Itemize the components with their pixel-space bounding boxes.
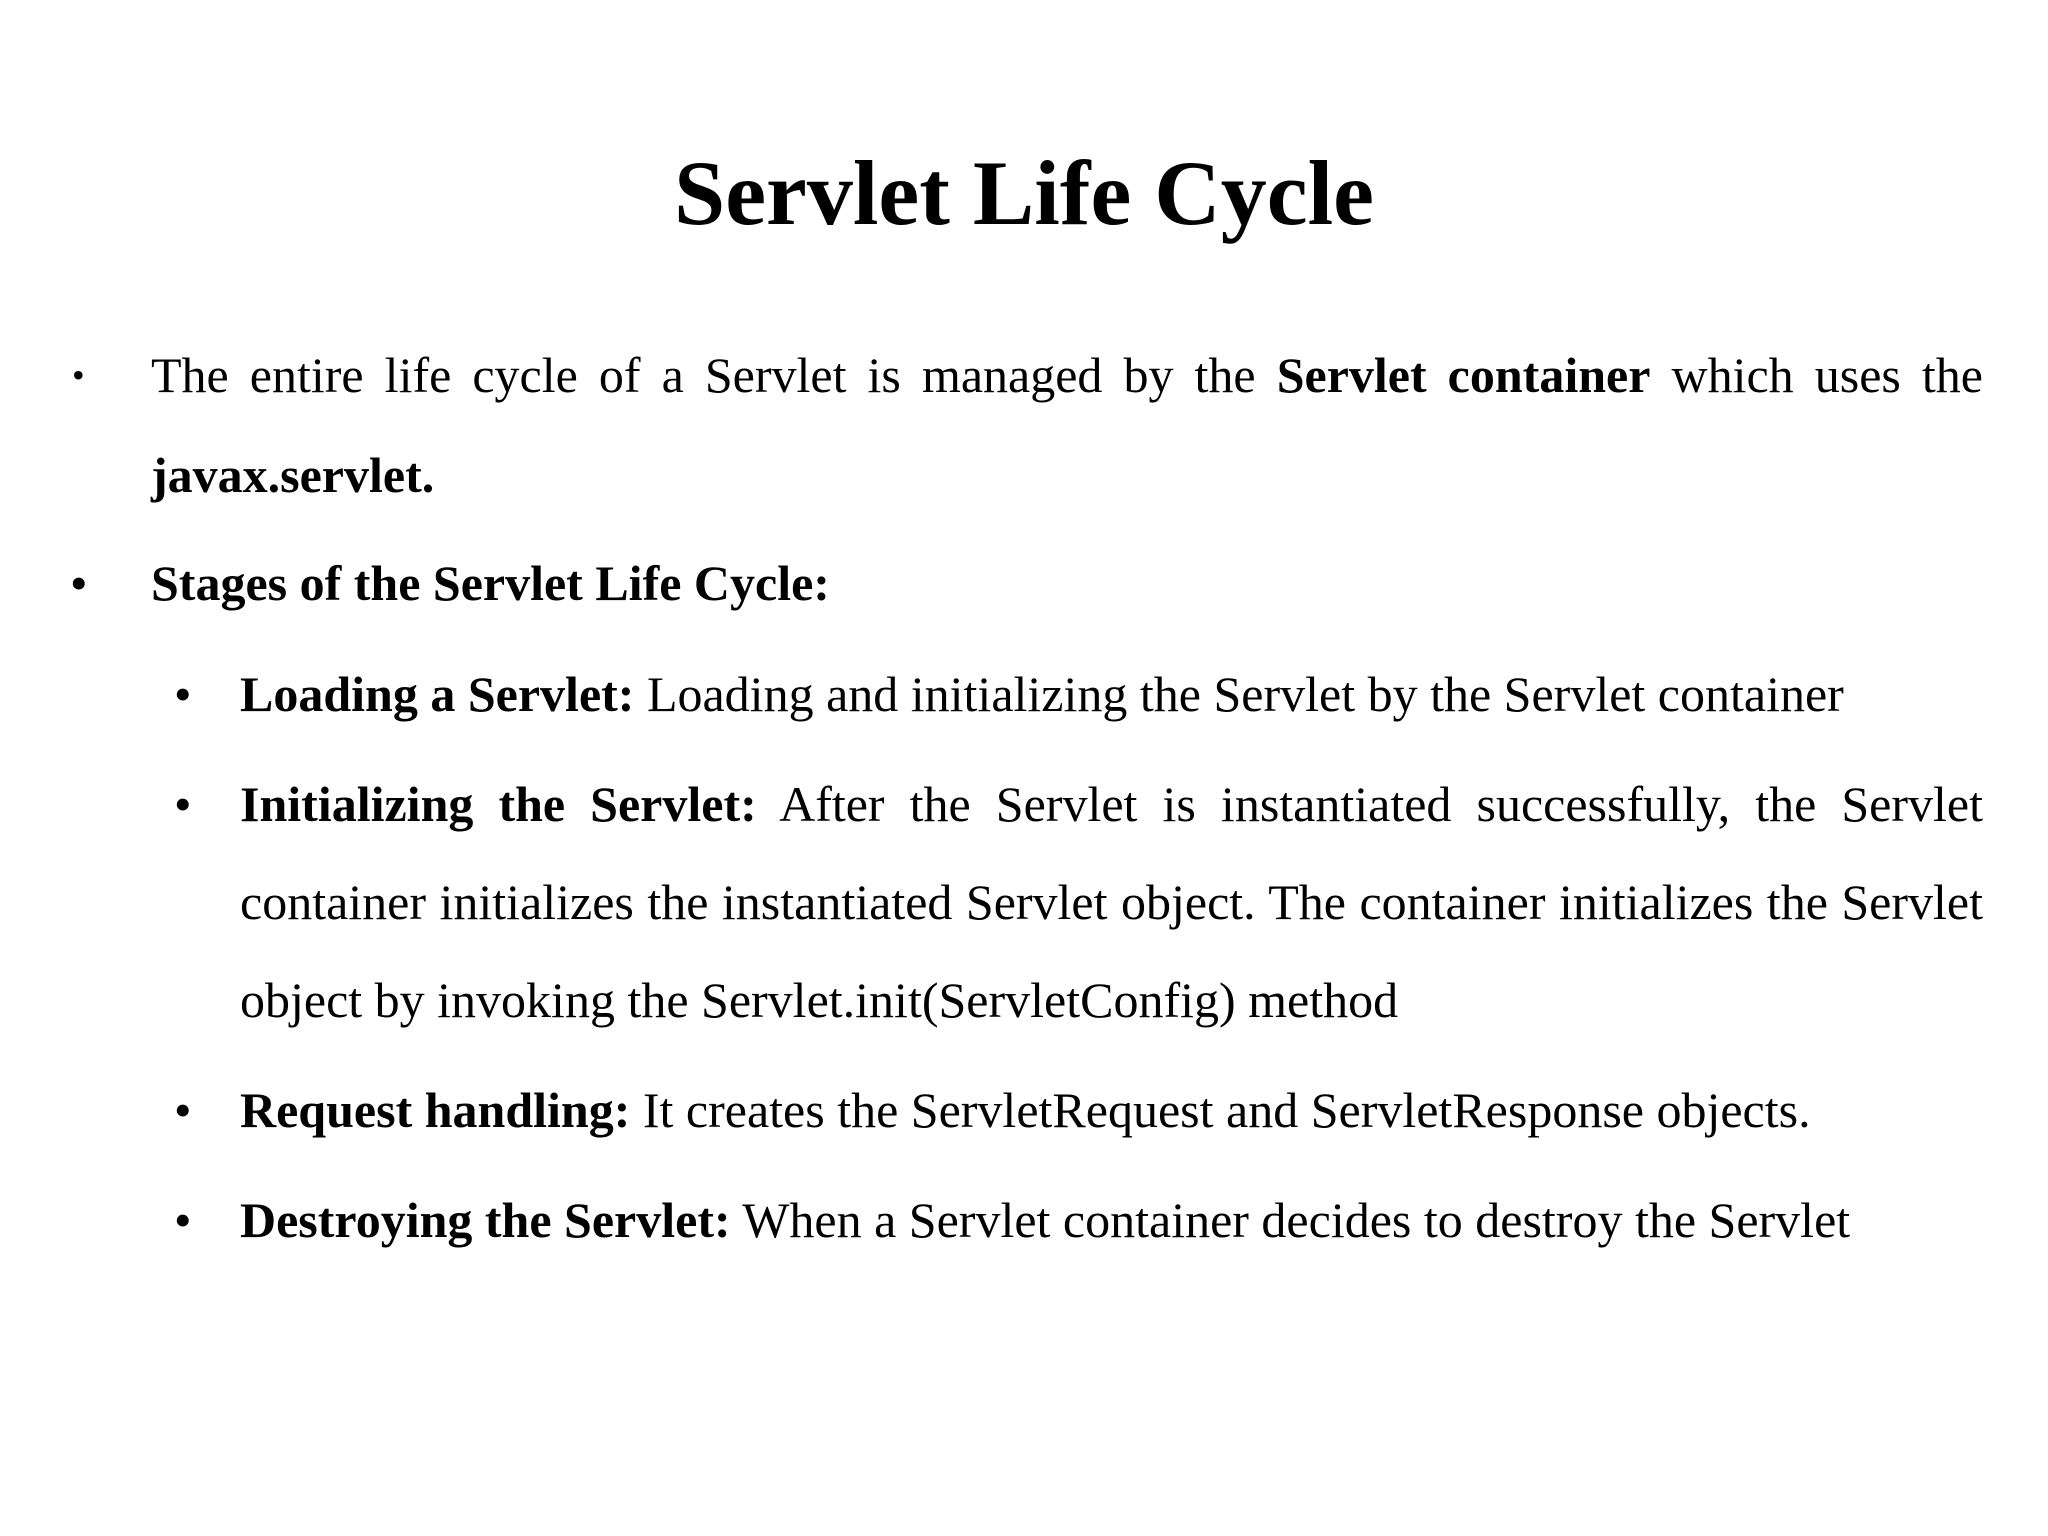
slide-title: Servlet Life Cycle [674,142,1374,244]
stages-heading: Stages of the Servlet Life Cycle: [151,555,830,611]
bullet-icon: • [70,555,88,611]
stage-label: Loading a Servlet: [240,666,635,722]
bullet-icon: • [72,355,85,395]
bullet-icon: • [174,1082,192,1138]
stage-label: Destroying the Servlet: [240,1192,731,1248]
stage-label: Request handling: [240,1082,631,1138]
stage-item-request-handling [174,1061,1983,1159]
bullet-icon: • [174,1192,192,1248]
bullet-intro [72,325,1983,525]
stage-item-loading [174,645,1983,743]
stage-text: When a Servlet container decides to destroy the Servlet [730,1192,1851,1248]
stage-text: Loading and initializing the Servlet by the Servlet container [634,666,1844,722]
stage-item-initializing [174,755,1984,1049]
intro-text-2: which uses the [1650,347,1983,403]
intro-text-1: The entire life cycle of a Servlet is managed by the [151,347,1277,403]
stage-text: It creates the ServletRequest and ServletResponse objects. [630,1082,1811,1138]
bullet-stages-heading [70,533,1983,633]
intro-bold-2: javax.servlet. [151,447,435,503]
bullet-icon: • [174,776,192,832]
stage-item-destroying [174,1171,1983,1269]
bullet-list [0,325,2048,1269]
intro-bold-1: Servlet container [1276,347,1651,403]
stage-label: Initializing the Servlet: [240,776,757,832]
bullet-icon: • [174,666,192,722]
stage-text: After the Servlet is instantiated successfully, the Servlet container initializes the instantiated Servlet object. The container initializes the Servlet object by invoking the Servlet.init(ServletConfig) method [240,776,1984,1028]
